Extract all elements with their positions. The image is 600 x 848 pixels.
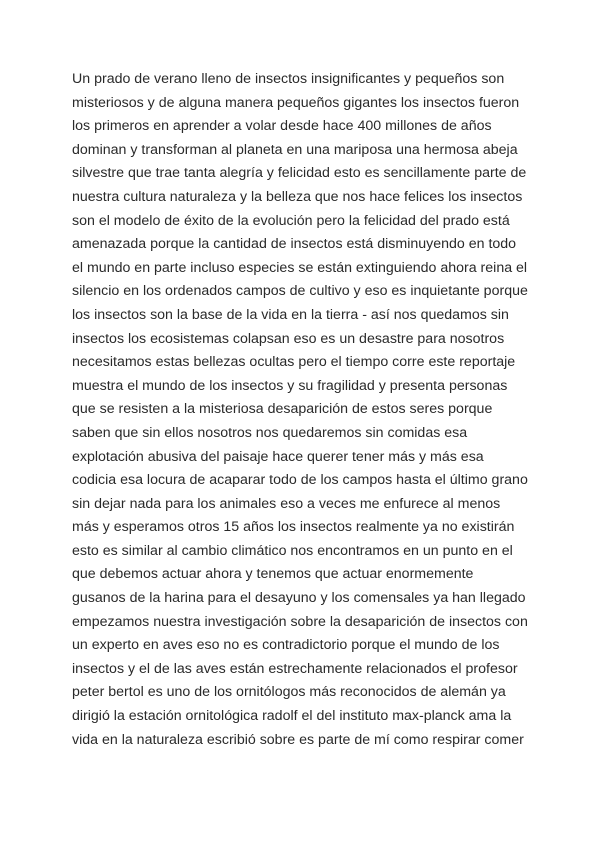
text-line: el mundo en parte incluso especies se están extinguiendo ahora reina el xyxy=(72,259,528,276)
text-line: peter bertol es uno de los ornitólogos más reconocidos de alemán ya xyxy=(72,684,506,701)
text-line: amenazada porque la cantidad de insectos está disminuyendo en todo xyxy=(72,236,517,253)
text-line: misteriosos y de alguna manera pequeños gigantes los insectos fueron xyxy=(72,94,520,111)
text-line: son el modelo de éxito de la evolución pero la felicidad del prado está xyxy=(72,212,510,229)
text-line: los primeros en aprender a volar desde hace 400 millones de años xyxy=(72,118,492,135)
text-line: más y esperamos otros 15 años los insectos realmente ya no existirán xyxy=(72,519,515,536)
text-line: dominan y transforman al planeta en una mariposa una hermosa abeja xyxy=(72,141,518,158)
text-line: codicia esa locura de acaparar todo de los campos hasta el último grano xyxy=(72,472,528,489)
text-line: silencio en los ordenados campos de cultivo y eso es inquietante porque xyxy=(72,283,528,300)
text-line: dirigió la estación ornitológica radolf el del instituto max-planck ama la xyxy=(72,708,512,725)
text-line: que se resisten a la misteriosa desaparición de estos seres porque xyxy=(72,401,493,418)
text-line: muestra el mundo de los insectos y su fragilidad y presenta personas xyxy=(72,377,508,394)
text-line: Un prado de verano lleno de insectos insignificantes y pequeños son xyxy=(72,71,505,87)
text-line: vida en la naturaleza escribió sobre es parte de mí como respirar comer xyxy=(72,731,524,748)
text-line: nuestra cultura naturaleza y la belleza que nos hace felices los insectos xyxy=(72,188,523,205)
text-line: necesitamos estas bellezas ocultas pero el tiempo corre este reportaje xyxy=(72,354,516,371)
text-line: un experto en aves eso no es contradictorio porque el mundo de los xyxy=(72,637,500,654)
text-line: saben que sin ellos nosotros nos quedaremos sin comidas esa xyxy=(72,424,468,441)
text-line: los insectos son la base de la vida en la tierra - así nos quedamos sin xyxy=(72,306,509,323)
body-paragraph xyxy=(72,68,532,752)
text-line: silvestre que trae tanta alegría y felicidad esto es sencillamente parte de xyxy=(72,165,527,182)
text-line: explotación abusiva del paisaje hace querer tener más y más esa xyxy=(72,448,484,465)
text-line: que debemos actuar ahora y tenemos que actuar enormemente xyxy=(72,566,474,583)
text-line: sin dejar nada para los animales eso a veces me enfurece al menos xyxy=(72,495,501,512)
text-line: insectos los ecosistemas colapsan eso es un desastre para nosotros xyxy=(72,330,505,347)
text-line: empezamos nuestra investigación sobre la desaparición de insectos con xyxy=(72,613,528,630)
text-line: insectos y el de las aves están estrechamente relacionados el profesor xyxy=(72,660,518,677)
text-line: esto es similar al cambio climático nos encontramos en un punto en el xyxy=(72,542,513,559)
text-line: gusanos de la harina para el desayuno y los comensales ya han llegado xyxy=(72,590,526,607)
